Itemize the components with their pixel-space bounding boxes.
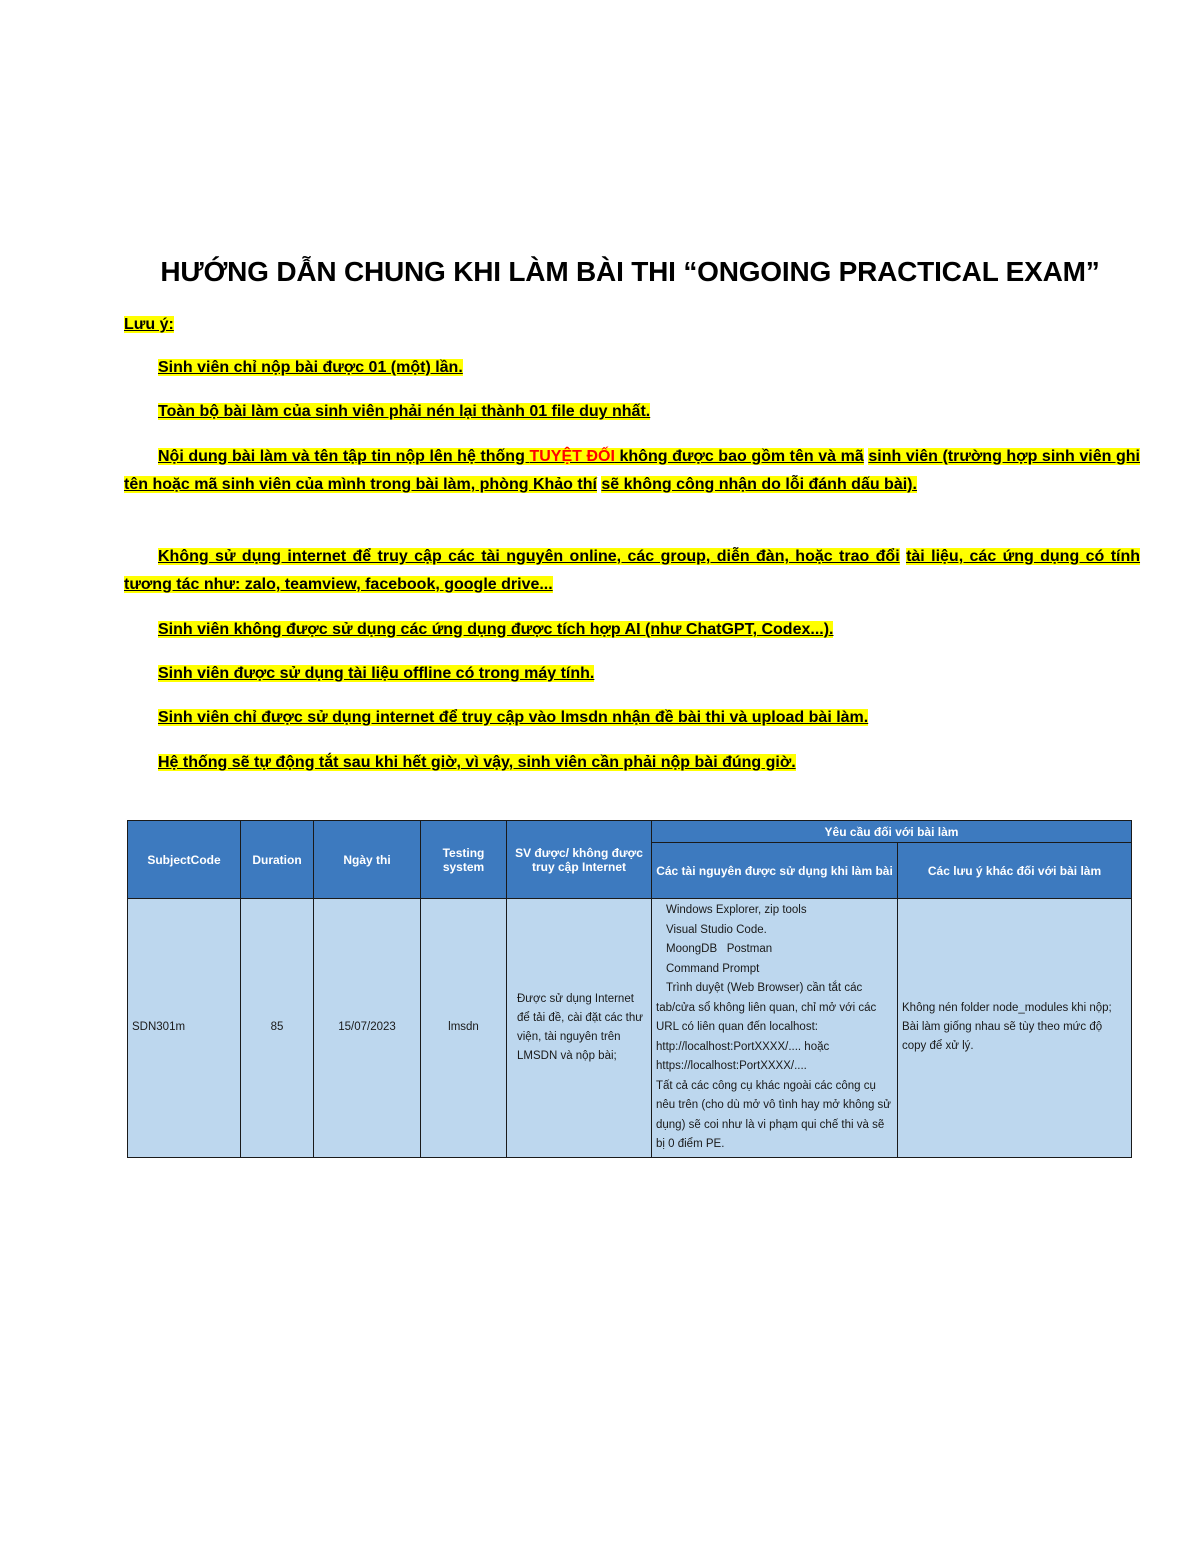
header-testing-system: Testing system (421, 821, 507, 899)
resource-item: MoongDB Postman (666, 943, 773, 955)
rule-7: Sinh viên chỉ được sử dụng internet để truy cập vào lmsdn nhận đề bài thi và upload bài làm. (158, 709, 869, 726)
table-row (128, 899, 1132, 1158)
document-title: HƯỚNG DẪN CHUNG KHI LÀM BÀI THI “ONGOING PRACTICAL EXAM” (160, 256, 1100, 287)
header-resources: Các tài nguyên được sử dụng khi làm bài (652, 843, 898, 899)
resource-item: Command Prompt (666, 962, 760, 975)
cell-duration: 85 (241, 899, 314, 1158)
resource-item: Trình duyệt (Web Browser) cần tắt các tab/cửa sổ không liên quan, chỉ mở với các URL có liên quan đến localhost: http://localhost:PortXXXX/.... hoặc https://localhost:PortXXXX/.... (656, 982, 877, 1072)
rule-8: Hệ thống sẽ tự động tắt sau khi hết giờ, vì vậy, sinh viên cần phải nộp bài đúng giờ. (158, 754, 796, 771)
header-subject-code: SubjectCode (128, 821, 241, 899)
header-other-notes: Các lưu ý khác đối với bài làm (898, 843, 1132, 899)
rule-3: Nội dung bài làm và tên tập tin nộp lên hệ thống TUYỆT ĐỐI không được bao gồm tên và mã sinh viên (trường hợp sinh viên ghi tên hoặc mã sinh viên của mình trong bài làm, phòng Khảo thí sẽ không công nhận do lỗi đánh dấu bài). (124, 448, 1140, 493)
emphasis-absolute: TUYỆT ĐỐI (529, 448, 615, 465)
note-item: Bài làm giống nhau sẽ tùy theo mức độ copy để xử lý. (902, 1021, 1103, 1053)
cell-exam-date: 15/07/2023 (314, 899, 421, 1158)
header-requirements-group: Yêu cầu đối với bài làm (652, 821, 1132, 843)
rule-4: Không sử dụng internet để truy cập các tài nguyên online, các group, diễn đàn, hoặc trao đổi tài liệu, các ứng dụng có tính tương tác như: zalo, teamview, facebook, google drive... (124, 548, 1141, 593)
header-exam-date: Ngày thi (314, 821, 421, 899)
resource-item: Windows Explorer, zip tools (666, 904, 807, 916)
rule-6: Sinh viên được sử dụng tài liệu offline có trong máy tính. (158, 665, 595, 682)
resource-item: Visual Studio Code. (666, 923, 767, 936)
cell-testing-system: lmsdn (421, 899, 507, 1158)
note-label: Lưu ý: (124, 316, 174, 333)
cell-other-notes (898, 899, 1132, 1158)
cell-subject-code: SDN301m (128, 899, 241, 1158)
cell-internet-access: Được sử dụng Internet để tải đề, cài đặt các thư viện, tài nguyên trên LMSDN và nộp bài; (507, 899, 652, 1158)
cell-resources (652, 899, 898, 1158)
exam-requirements-table (127, 820, 1132, 1158)
rule-5: Sinh viên không được sử dụng các ứng dụng được tích hợp AI (như ChatGPT, Codex...). (158, 621, 834, 638)
resource-item: Tất cả các công cụ khác ngoài các công cụ nêu trên (cho dù mở vô tình hay mở không sử dụng) sẽ coi như là vi phạm qui chế thi và sẽ bị 0 điểm PE. (656, 1079, 892, 1150)
rule-2: Toàn bộ bài làm của sinh viên phải nén lại thành 01 file duy nhất. (158, 403, 651, 420)
note-item: Không nén folder node_modules khi nộp; (902, 1002, 1112, 1015)
header-duration: Duration (241, 821, 314, 899)
rule-1: Sinh viên chỉ nộp bài được 01 (một) lần. (158, 359, 463, 376)
header-internet-access: SV được/ không được truy cập Internet (507, 821, 652, 899)
